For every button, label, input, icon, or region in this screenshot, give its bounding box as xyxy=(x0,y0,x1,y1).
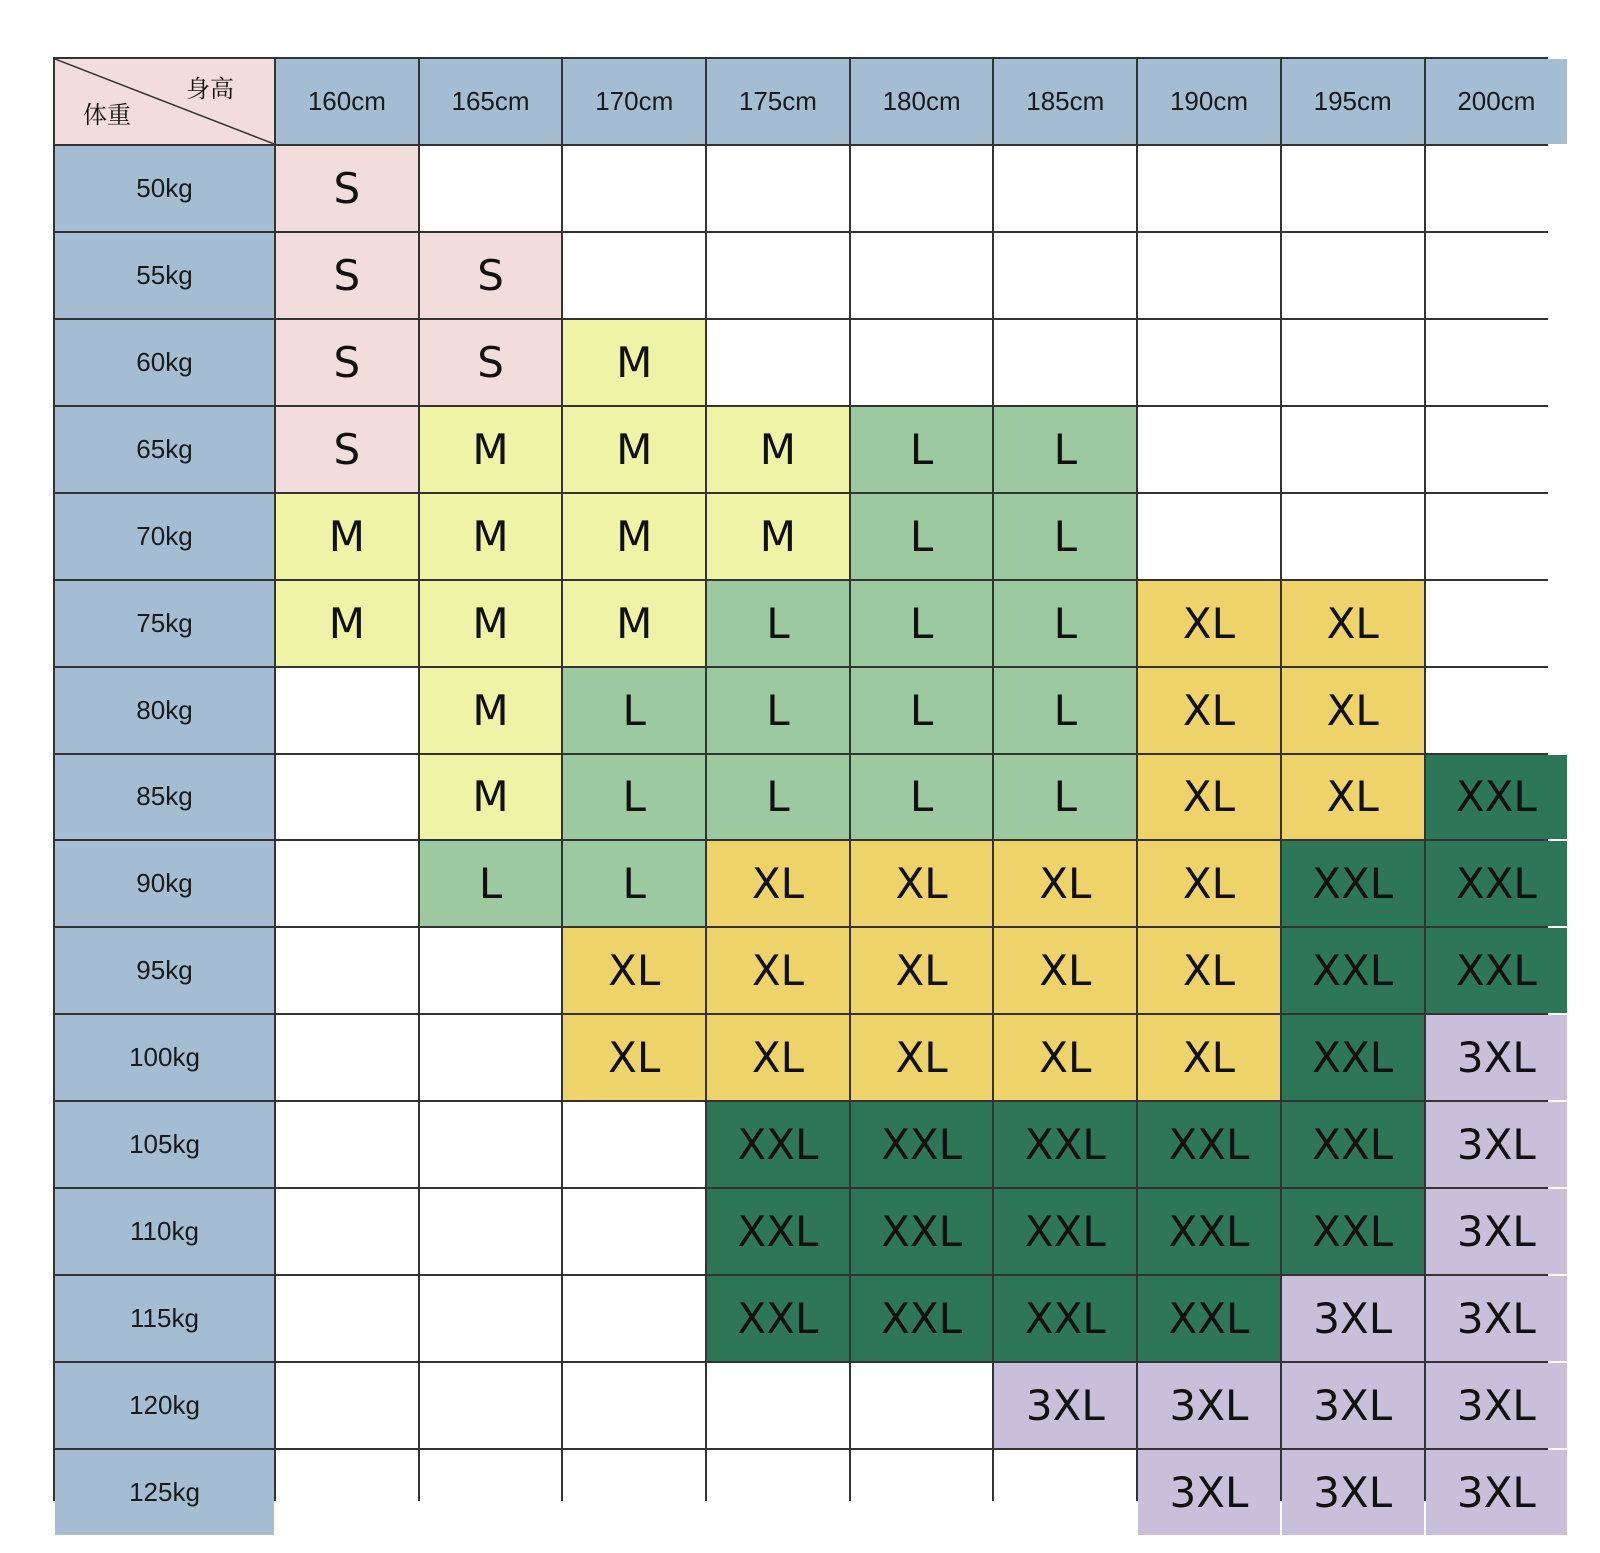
size-cell: XXL xyxy=(851,1189,993,1274)
column-header: 185cm xyxy=(994,59,1136,144)
column-header: 200cm xyxy=(1426,59,1568,144)
size-cell xyxy=(1426,581,1568,666)
row-header: 75kg xyxy=(55,581,274,666)
column-header: 165cm xyxy=(420,59,562,144)
column-header: 190cm xyxy=(1138,59,1280,144)
size-cell xyxy=(707,320,849,405)
size-cell: 3XL xyxy=(1138,1450,1280,1535)
height-axis-label: 身高 xyxy=(186,75,234,103)
size-cell: XL xyxy=(707,841,849,926)
size-cell: XXL xyxy=(851,1276,993,1361)
size-cell: M xyxy=(420,581,562,666)
size-cell xyxy=(1426,320,1568,405)
size-cell xyxy=(276,755,418,840)
size-cell xyxy=(707,146,849,231)
weight-axis-label: 体重 xyxy=(83,100,131,129)
size-cell: 3XL xyxy=(1282,1450,1424,1535)
size-cell: XXL xyxy=(851,1102,993,1187)
size-cell xyxy=(1426,494,1568,579)
size-cell xyxy=(563,146,705,231)
size-cell xyxy=(563,1276,705,1361)
size-cell: 3XL xyxy=(994,1363,1136,1448)
column-header: 175cm xyxy=(707,59,849,144)
size-cell: XXL xyxy=(994,1189,1136,1274)
size-cell xyxy=(1138,494,1280,579)
row-header: 95kg xyxy=(55,928,274,1013)
size-cell xyxy=(1138,407,1280,492)
size-cell: 3XL xyxy=(1138,1363,1280,1448)
size-cell xyxy=(1282,494,1424,579)
size-chart-table xyxy=(53,57,1548,1517)
size-cell xyxy=(420,1276,562,1361)
size-cell xyxy=(1138,320,1280,405)
size-cell: XL xyxy=(563,1015,705,1100)
size-cell: M xyxy=(420,494,562,579)
size-cell: XXL xyxy=(1138,1102,1280,1187)
size-cell: XL xyxy=(994,841,1136,926)
size-cell: 3XL xyxy=(1426,1189,1568,1274)
size-cell: XL xyxy=(1138,928,1280,1013)
column-header: 160cm xyxy=(276,59,418,144)
size-cell xyxy=(276,668,418,753)
size-cell xyxy=(994,1450,1136,1535)
size-cell: M xyxy=(563,320,705,405)
size-cell: XL xyxy=(1138,841,1280,926)
size-cell: M xyxy=(707,494,849,579)
size-cell: S xyxy=(276,233,418,318)
size-cell: XL xyxy=(851,841,993,926)
row-header: 125kg xyxy=(55,1450,274,1535)
size-cell xyxy=(563,1102,705,1187)
size-cell: M xyxy=(420,407,562,492)
size-cell xyxy=(276,1363,418,1448)
size-cell: XXL xyxy=(1282,928,1424,1013)
row-header: 70kg xyxy=(55,494,274,579)
row-header: 55kg xyxy=(55,233,274,318)
row-header: 105kg xyxy=(55,1102,274,1187)
size-cell xyxy=(851,1363,993,1448)
size-cell: XL xyxy=(994,928,1136,1013)
size-cell xyxy=(1282,233,1424,318)
size-cell xyxy=(563,1450,705,1535)
corner-header xyxy=(55,59,274,144)
size-cell: 3XL xyxy=(1426,1363,1568,1448)
size-cell: M xyxy=(276,494,418,579)
size-cell: XXL xyxy=(1426,928,1568,1013)
size-cell xyxy=(1426,407,1568,492)
size-cell: S xyxy=(420,233,562,318)
size-cell: XXL xyxy=(1138,1276,1280,1361)
size-cell xyxy=(563,1363,705,1448)
size-cell: L xyxy=(994,755,1136,840)
size-cell: L xyxy=(707,755,849,840)
size-cell: M xyxy=(563,494,705,579)
size-cell xyxy=(851,1450,993,1535)
size-cell xyxy=(420,1015,562,1100)
size-cell: L xyxy=(707,668,849,753)
size-cell: XL xyxy=(1138,581,1280,666)
size-cell: XL xyxy=(1138,668,1280,753)
row-header: 50kg xyxy=(55,146,274,231)
size-cell xyxy=(1138,233,1280,318)
size-cell xyxy=(420,928,562,1013)
size-cell: XXL xyxy=(1138,1189,1280,1274)
size-cell xyxy=(276,1450,418,1535)
column-header: 195cm xyxy=(1282,59,1424,144)
size-cell: 3XL xyxy=(1282,1276,1424,1361)
size-cell xyxy=(851,146,993,231)
row-header: 90kg xyxy=(55,841,274,926)
size-cell xyxy=(851,320,993,405)
row-header: 80kg xyxy=(55,668,274,753)
size-cell: L xyxy=(563,755,705,840)
size-cell: M xyxy=(563,581,705,666)
size-cell: M xyxy=(563,407,705,492)
size-cell: XL xyxy=(1138,1015,1280,1100)
size-cell: S xyxy=(276,320,418,405)
size-cell: S xyxy=(276,407,418,492)
size-cell xyxy=(994,146,1136,231)
size-cell xyxy=(707,1363,849,1448)
size-cell: XXL xyxy=(1282,1015,1424,1100)
size-cell: S xyxy=(276,146,418,231)
size-cell: XXL xyxy=(707,1102,849,1187)
size-cell: XXL xyxy=(707,1276,849,1361)
size-cell xyxy=(420,1450,562,1535)
size-cell: S xyxy=(420,320,562,405)
size-cell xyxy=(1282,407,1424,492)
size-cell: L xyxy=(994,407,1136,492)
size-cell xyxy=(276,841,418,926)
size-cell: XL xyxy=(1282,755,1424,840)
row-header: 115kg xyxy=(55,1276,274,1361)
size-cell: L xyxy=(851,494,993,579)
size-cell: XXL xyxy=(707,1189,849,1274)
size-cell: XL xyxy=(707,1015,849,1100)
size-cell: 3XL xyxy=(1426,1276,1568,1361)
size-cell: L xyxy=(420,841,562,926)
size-cell: XL xyxy=(707,928,849,1013)
size-cell xyxy=(1426,668,1568,753)
size-cell: XXL xyxy=(1282,1102,1424,1187)
size-cell: 3XL xyxy=(1426,1450,1568,1535)
size-cell: 3XL xyxy=(1426,1015,1568,1100)
size-cell xyxy=(1426,146,1568,231)
size-cell xyxy=(1282,320,1424,405)
size-cell: XXL xyxy=(994,1102,1136,1187)
size-cell xyxy=(420,146,562,231)
size-cell: M xyxy=(707,407,849,492)
size-cell xyxy=(1282,146,1424,231)
size-cell: L xyxy=(994,494,1136,579)
size-cell: XL xyxy=(1282,668,1424,753)
size-cell xyxy=(276,1015,418,1100)
size-cell xyxy=(276,1189,418,1274)
size-cell: XXL xyxy=(1282,841,1424,926)
size-cell xyxy=(994,320,1136,405)
size-cell: M xyxy=(420,755,562,840)
size-cell xyxy=(563,1189,705,1274)
row-header: 60kg xyxy=(55,320,274,405)
size-cell: XL xyxy=(994,1015,1136,1100)
row-header: 100kg xyxy=(55,1015,274,1100)
size-cell xyxy=(851,233,993,318)
column-header: 180cm xyxy=(851,59,993,144)
size-cell xyxy=(420,1189,562,1274)
size-cell: XXL xyxy=(994,1276,1136,1361)
size-cell xyxy=(1426,233,1568,318)
size-cell: XL xyxy=(851,928,993,1013)
size-cell xyxy=(563,233,705,318)
column-header: 170cm xyxy=(563,59,705,144)
size-cell xyxy=(420,1363,562,1448)
size-cell: L xyxy=(851,407,993,492)
row-header: 110kg xyxy=(55,1189,274,1274)
size-cell xyxy=(1138,146,1280,231)
size-cell: XL xyxy=(563,928,705,1013)
size-cell: XL xyxy=(851,1015,993,1100)
size-cell: M xyxy=(276,581,418,666)
size-cell: 3XL xyxy=(1426,1102,1568,1187)
size-cell xyxy=(707,1450,849,1535)
size-cell xyxy=(707,233,849,318)
size-cell: XL xyxy=(1138,755,1280,840)
size-cell xyxy=(420,1102,562,1187)
size-cell: L xyxy=(707,581,849,666)
size-cell: L xyxy=(563,841,705,926)
size-cell: L xyxy=(851,668,993,753)
size-cell xyxy=(994,233,1136,318)
size-cell xyxy=(276,1102,418,1187)
size-cell: L xyxy=(994,668,1136,753)
size-cell: XL xyxy=(1282,581,1424,666)
size-cell xyxy=(276,928,418,1013)
size-cell: XXL xyxy=(1282,1189,1424,1274)
size-cell: L xyxy=(563,668,705,753)
size-cell: L xyxy=(851,755,993,840)
size-cell: XXL xyxy=(1426,755,1568,840)
size-cell: XXL xyxy=(1426,841,1568,926)
size-cell xyxy=(276,1276,418,1361)
row-header: 85kg xyxy=(55,755,274,840)
row-header: 120kg xyxy=(55,1363,274,1448)
size-cell: L xyxy=(994,581,1136,666)
size-cell: L xyxy=(851,581,993,666)
size-cell: M xyxy=(420,668,562,753)
row-header: 65kg xyxy=(55,407,274,492)
size-cell: 3XL xyxy=(1282,1363,1424,1448)
